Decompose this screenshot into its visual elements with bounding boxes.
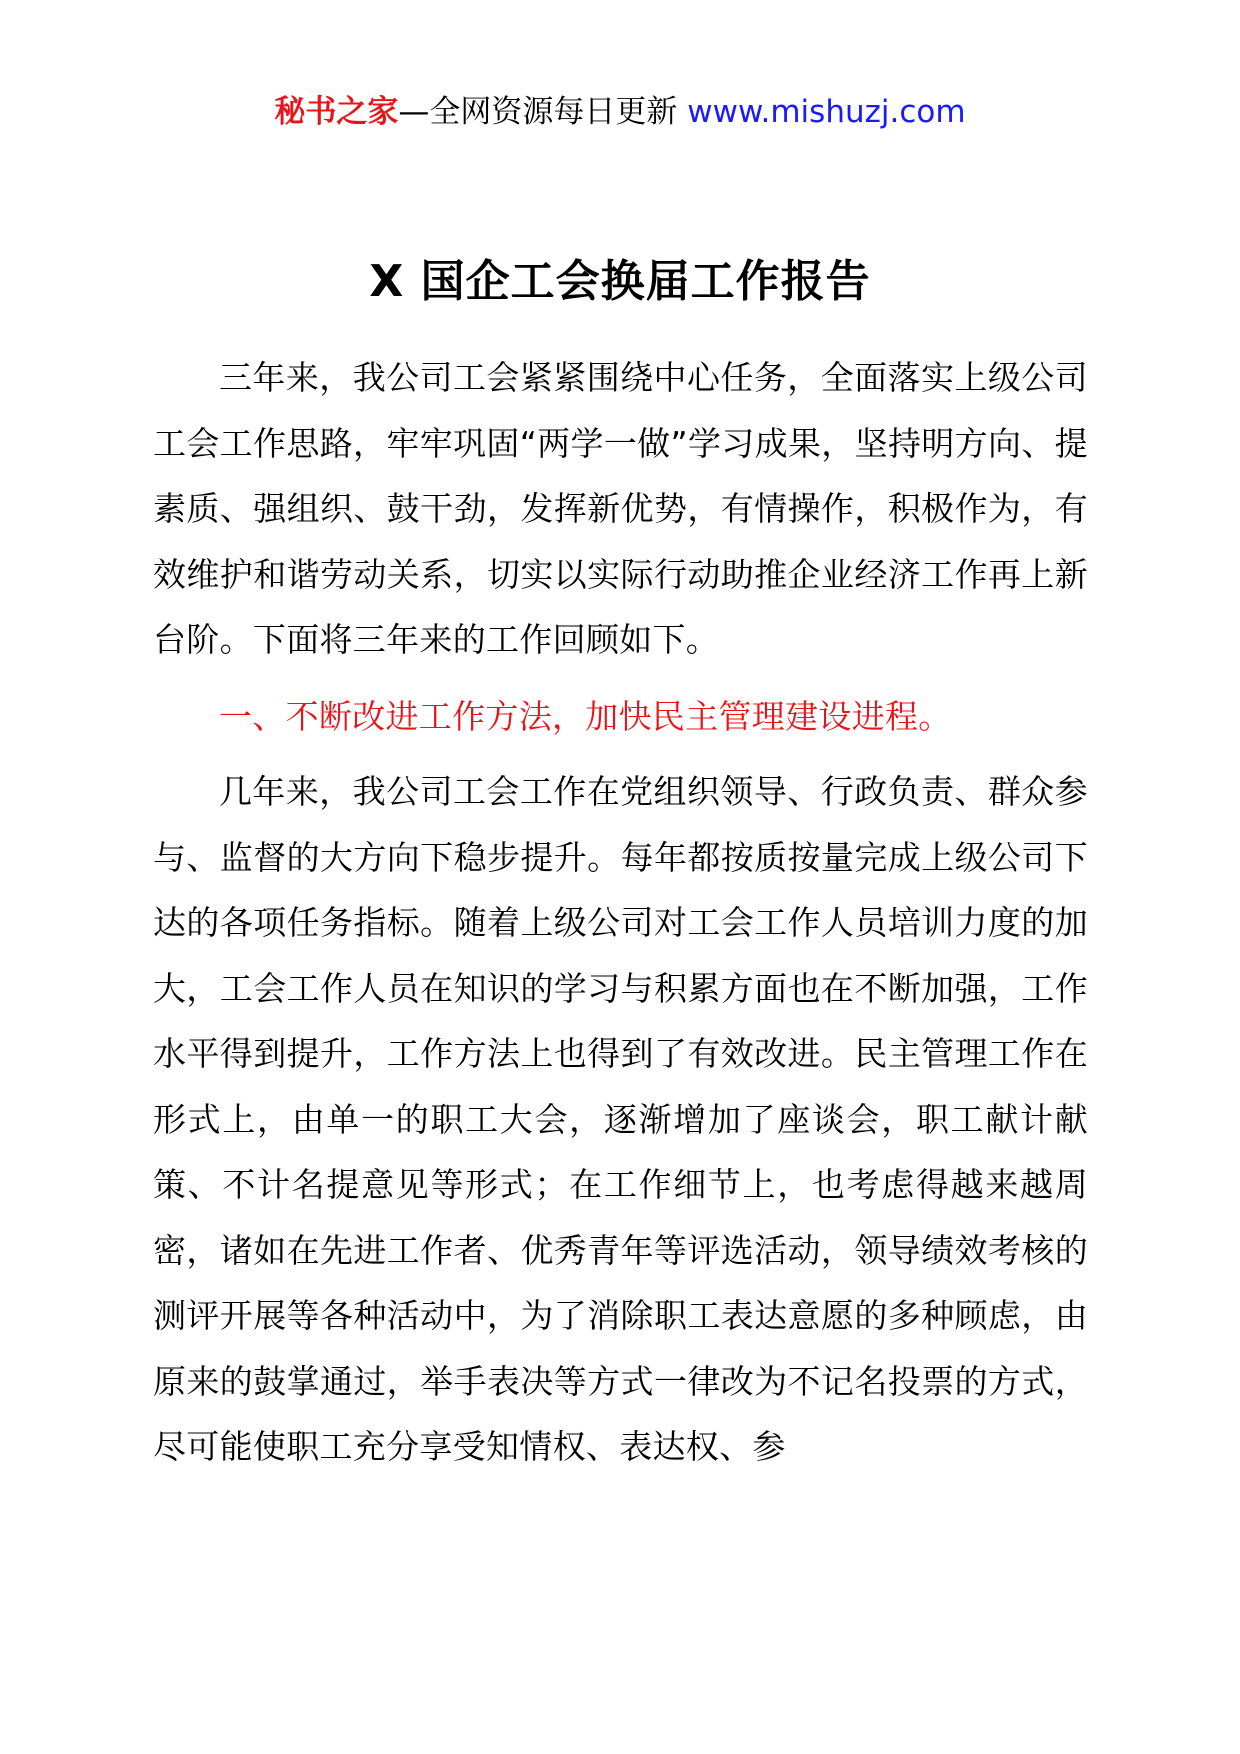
brand-name: 秘书之家 xyxy=(274,94,399,130)
header-tagline: —全网资源每日更新 xyxy=(398,94,688,130)
document-body xyxy=(153,345,1088,1466)
site-url-link[interactable]: www.mishuzj.com xyxy=(687,94,966,130)
site-header xyxy=(0,92,1240,132)
document-title: X 国企工会换届工作报告 xyxy=(369,256,871,307)
intro-paragraph: 三年来，我公司工会紧紧围绕中心任务，全面落实上级公司工会工作思路，牢牢巩固“两学一做”学习成果，坚持明方向、提素质、强组织、鼓干劲，发挥新优势，有情操作，积极作为，有效维护和谐劳动关系，切实以实际行动助推企业经济工作再上新台阶。下面将三年来的工作回顾如下。 xyxy=(153,358,1088,659)
section-heading-1: 一、不断改进工作方法，加快民主管理建设进程。 xyxy=(219,696,952,736)
section-1-paragraph: 几年来，我公司工会工作在党组织领导、行政负责、群众参与、监督的大方向下稳步提升。每年都按质按量完成上级公司下达的各项任务指标。随着上级公司对工会工作人员培训力度的加大，工会工作人员在知识的学习与积累方面也在不断加强，工作水平得到提升，工作方法上也得到了有效改进。民主管理工作在形式上，由单一的职工大会，逐渐增加了座谈会，职工献计献策、不计名提意见等形式；在工作细节上，也考虑得越来越周密，诸如在先进工作者、优秀青年等评选活动，领导绩效考核的测评开展等各种活动中，为了消除职工表达意愿的多种顾虑，由原来的鼓掌通过，举手表决等方式一律改为不记名投票的方式，尽可能使职工充分享受知情权、表达权、参 xyxy=(153,772,1088,1466)
